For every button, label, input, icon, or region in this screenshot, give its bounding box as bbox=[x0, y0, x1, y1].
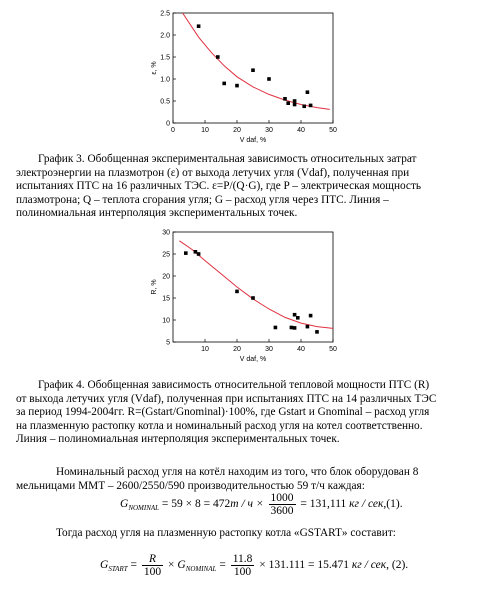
data-point bbox=[293, 99, 297, 103]
formula-expr: = 59 × 8 = 472 bbox=[161, 498, 231, 511]
caption-line: График 3. Обобщенная экспериментальная зависимость относительных затрат bbox=[38, 153, 417, 165]
data-point bbox=[222, 82, 226, 86]
x-axis-label: V daf, % bbox=[239, 137, 267, 144]
y-tick-label: 20 bbox=[162, 273, 170, 281]
y-tick-label: 5 bbox=[166, 339, 170, 347]
formula-result: = 131,111 bbox=[300, 498, 347, 511]
y-tick-label: 2.0 bbox=[160, 32, 170, 40]
caption-line: за период 1994-2004гг. R=(Gstart/Gnominal)·100%, где Gstart и Gnominal – расход угля bbox=[16, 406, 430, 419]
caption-graph-3 bbox=[16, 153, 466, 221]
data-point bbox=[315, 330, 319, 334]
data-point bbox=[283, 97, 287, 101]
x-tick-label: 30 bbox=[265, 127, 273, 134]
fraction-den: 3600 bbox=[270, 505, 294, 517]
fit-curve bbox=[183, 13, 330, 109]
data-point bbox=[251, 68, 255, 72]
caption-line: на плазменную растопку котла и номинальный расход угля на котел соответственно. bbox=[16, 419, 423, 432]
caption-line: полиномиальная интерполяция экспериментальных точек. bbox=[16, 207, 298, 220]
data-point bbox=[309, 104, 313, 108]
paragraph-start bbox=[56, 527, 476, 541]
formula-ref: , (2). bbox=[386, 559, 409, 572]
data-point bbox=[306, 325, 310, 329]
caption-line: электроэнергии на плазмотрон (ε) от выхода летучих угля (Vdaf), полученная при bbox=[16, 166, 410, 179]
paragraph-nominal bbox=[16, 466, 466, 493]
x-tick-label: 50 bbox=[329, 127, 337, 134]
formula-times: × bbox=[168, 559, 175, 572]
formula-g: G bbox=[120, 498, 129, 511]
x-axis-label: V daf, % bbox=[239, 356, 267, 363]
caption-line: испытаниях ПТС на 16 различных ТЭС. ε=P/(Q·G), где P – электрическая мощность bbox=[16, 180, 422, 193]
y-tick-label: 0.5 bbox=[160, 98, 170, 106]
data-point bbox=[296, 316, 300, 320]
y-tick-label: 15 bbox=[162, 295, 170, 303]
fraction-num: 11.8 bbox=[232, 553, 253, 565]
formula-fraction bbox=[269, 492, 296, 517]
y-tick-label: 0 bbox=[166, 120, 170, 128]
y-tick-label: 1.5 bbox=[160, 54, 170, 62]
fraction-num: 1000 bbox=[270, 492, 294, 504]
formula-nominal bbox=[120, 492, 403, 517]
formula-g: G bbox=[177, 559, 186, 572]
caption-graph-4 bbox=[16, 379, 466, 447]
x-tick-label: 40 bbox=[297, 127, 305, 134]
y-tick-label: 30 bbox=[162, 229, 170, 237]
data-point bbox=[293, 326, 297, 330]
formula-sub: START bbox=[108, 565, 128, 574]
x-tick-label: 20 bbox=[233, 127, 241, 134]
formula-fraction bbox=[142, 553, 163, 578]
data-point bbox=[290, 326, 294, 330]
data-point bbox=[251, 296, 255, 300]
x-tick-label: 10 bbox=[201, 127, 209, 134]
x-tick-label: 50 bbox=[329, 346, 337, 353]
data-point bbox=[302, 104, 306, 108]
fraction-den: 100 bbox=[143, 566, 162, 578]
formula-unit: кг / сек bbox=[349, 498, 384, 511]
data-point bbox=[286, 101, 290, 105]
x-tick-label: 0 bbox=[171, 127, 175, 134]
y-tick-label: 25 bbox=[162, 251, 170, 259]
formula-ref: ,(1). bbox=[383, 498, 403, 511]
data-point bbox=[197, 24, 201, 28]
caption-line: от выхода летучих угля (Vdaf), полученная при испытаниях ПТС на 14 различных ТЭС bbox=[16, 392, 437, 405]
x-tick-label: 10 bbox=[201, 346, 209, 353]
y-axis-label: ε, % bbox=[151, 61, 158, 75]
caption-line: плазмотрона; Q – теплота сгорания угля; G – расход угля через ПТС. Линия – bbox=[16, 193, 389, 206]
formula-unit: т / ч × bbox=[230, 498, 264, 511]
data-point bbox=[293, 313, 297, 317]
data-point bbox=[306, 90, 310, 94]
y-tick-label: 1.0 bbox=[160, 76, 170, 84]
paragraph-line: мельницами ММТ – 2600/2550/590 производительностью 59 т/ч каждая: bbox=[16, 479, 365, 492]
chart-plot bbox=[151, 230, 337, 364]
caption-line: График 4. Обобщенная зависимость относительной тепловой мощности ПТС (R) bbox=[38, 379, 430, 391]
x-tick-label: 40 bbox=[297, 346, 305, 353]
data-point bbox=[216, 55, 220, 59]
x-tick-label: 20 bbox=[233, 346, 241, 353]
fraction-den: 100 bbox=[233, 566, 252, 578]
data-point bbox=[267, 77, 271, 81]
data-point bbox=[235, 290, 239, 294]
y-tick-label: 10 bbox=[162, 317, 170, 325]
fraction-num: R bbox=[142, 553, 163, 566]
data-point bbox=[293, 103, 297, 107]
chart-epsilon-svg bbox=[140, 5, 340, 145]
data-point bbox=[194, 250, 198, 254]
data-point bbox=[197, 252, 201, 256]
formula-start: $G_{START}$ = $\frac{R}{100}$ × $G_{NOMINAL}$ = $\frac{11.8}{100}$ × 131.111 = 15.471 кг / сек, (2). bbox=[100, 553, 409, 578]
chart-epsilon bbox=[140, 5, 340, 145]
formula-sub: NOMINAL bbox=[128, 504, 160, 513]
data-point bbox=[184, 251, 188, 255]
paragraph-line: Номинальный расход угля на котёл находим из того, что блок оборудован 8 bbox=[56, 466, 419, 478]
data-point bbox=[235, 84, 239, 88]
paragraph-line: Тогда расход угля на плазменную растопку котла «GSTART» составит: bbox=[56, 527, 396, 539]
formula-rest: × 131.111 = 15.471 bbox=[259, 559, 350, 572]
data-point bbox=[309, 314, 313, 318]
formula-unit: кг / сек bbox=[351, 559, 387, 572]
caption-line: Линия – полиномиальная интерполяция экспериментальных точек. bbox=[16, 433, 340, 446]
chart-r-svg bbox=[140, 226, 340, 371]
formula-fraction bbox=[231, 553, 255, 578]
chart-plot bbox=[151, 11, 337, 145]
chart-r bbox=[140, 226, 340, 371]
data-point bbox=[274, 326, 278, 330]
formula-g: G bbox=[100, 559, 109, 572]
x-tick-label: 30 bbox=[265, 346, 273, 353]
formula-sub: NOMINAL bbox=[185, 565, 217, 574]
y-tick-label: 2.5 bbox=[160, 10, 170, 18]
y-axis-label: R, % bbox=[151, 279, 158, 295]
